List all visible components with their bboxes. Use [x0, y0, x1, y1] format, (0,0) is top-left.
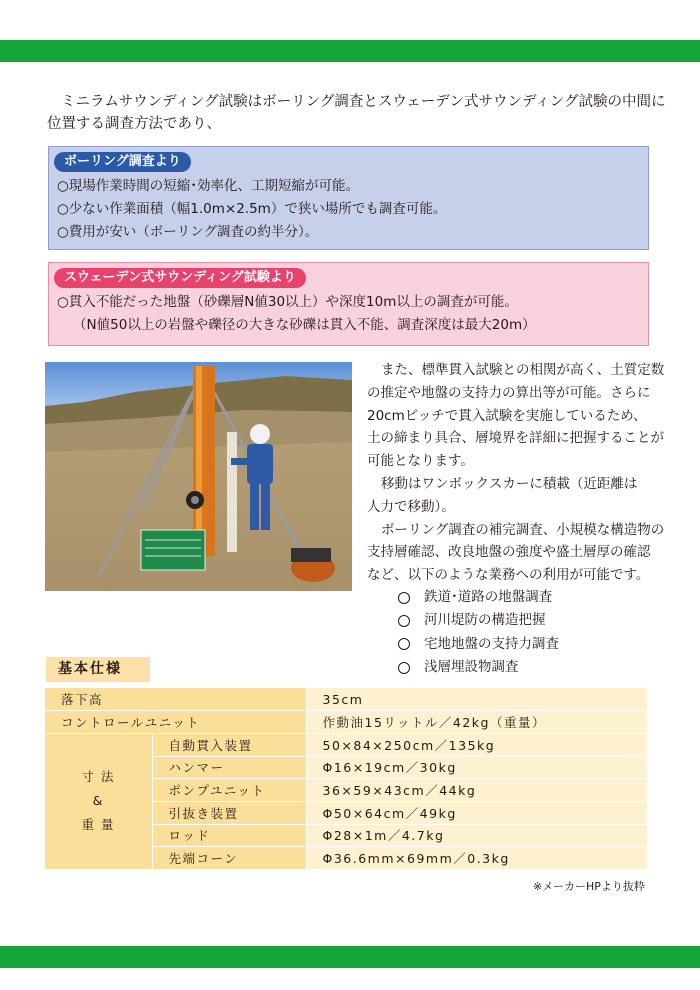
top-green-band [0, 40, 700, 62]
spec-value: Φ50×64cm／49kg [306, 801, 647, 824]
description-line: 支持層確認、改良地盤の強度や盛土層厚の確認 [367, 544, 651, 561]
swedish-advantages-box [48, 262, 649, 346]
description-paragraph [367, 359, 665, 587]
swedish-advantages-list [57, 291, 536, 337]
boring-advantages-list [57, 175, 446, 244]
field-test-photo [45, 362, 352, 591]
spec-label: 引抜き装置 [152, 801, 306, 824]
spec-value: Φ16×19cm／30kg [306, 756, 647, 779]
advantage-item: ○費用が安い（ボーリング調査の約半分）。 [57, 224, 319, 240]
circle-bullet-icon [398, 662, 410, 674]
spec-label: コントロールユニット [45, 711, 306, 734]
spec-label: 自動貫入装置 [152, 733, 306, 756]
boring-label: ボーリング調査より [54, 152, 191, 172]
spec-value: 作動油15リットル／42kg（重量） [306, 711, 647, 734]
advantage-item: ○少ない作業面積（幅1.0m×2.5m）で狭い場所でも調査可能。 [57, 201, 447, 217]
spec-table [45, 688, 647, 870]
advantage-note: （N値50以上の岩盤や礫径の大きな砂礫は貫入不能、調査深度は最大20m） [73, 317, 536, 333]
spec-label: 落下高 [45, 688, 306, 711]
circle-bullet-icon [398, 592, 410, 604]
description-line: ボーリング調査の補完調査、小規模な構造物の [381, 521, 665, 538]
advantage-item: ○現場作業時間の短縮･効率化、工期短縮が可能。 [57, 178, 360, 194]
list-item: 宅地地盤の支持力調査 [398, 633, 559, 656]
intro-line: 位置する調査方法であり、 [47, 116, 221, 132]
spec-value: Φ28×1m／4.7kg [306, 824, 647, 847]
list-item: 河川堤防の構造把握 [398, 609, 559, 632]
dimension-weight-group-label: 寸 法 & 重 量 [45, 733, 152, 869]
description-line: 可能となります。 [367, 453, 474, 470]
table-row [45, 688, 647, 711]
list-item: 浅層埋設物調査 [398, 656, 559, 679]
spec-value: 36×59×43cm／44kg [306, 779, 647, 802]
description-line: また、標準貫入試験との相関が高く、土質定数 [381, 362, 665, 378]
spec-value: Φ36.6mm×69mm／0.3kg [306, 847, 647, 870]
circle-bullet-icon [398, 638, 410, 650]
description-line: の推定や地盤の支持力の算出等が可能。さらに [367, 384, 651, 401]
use-case-list [398, 586, 559, 679]
spec-label: 先端コーン [152, 847, 306, 870]
description-line: など、以下のような業務への利用が可能です。 [367, 567, 650, 584]
advantage-item: ○貫入不能だった地盤（砂礫層N値30以上）や深度10m以上の調査が可能。 [57, 294, 518, 310]
source-note: ※メーカーHPより抜粋 [533, 880, 645, 893]
circle-bullet-icon [398, 615, 410, 627]
table-row [45, 711, 647, 734]
spec-heading: 基本仕様 [46, 657, 150, 682]
boring-advantages-box [48, 146, 649, 250]
table-row [45, 733, 647, 756]
spec-label: ロッド [152, 824, 306, 847]
description-line: 人力で移動）。 [367, 498, 455, 515]
intro-paragraph [47, 91, 667, 135]
description-line: 20cmピッチで貫入試験を実施しているため、 [367, 407, 647, 424]
description-line: 土の締まり具合、層境界を詳細に把握することが [367, 430, 664, 447]
spec-value: 35cm [306, 688, 647, 711]
bottom-green-band [0, 946, 700, 968]
intro-line: ミニラムサウンディング試験はボーリング調査とスウェーデン式サウンディング試験の中間に [61, 94, 666, 110]
spec-label: ハンマー [152, 756, 306, 779]
swedish-label: スウェーデン式サウンディング試験より [54, 268, 306, 288]
description-line: 移動はワンボックスカーに積載（近距離は [381, 475, 638, 492]
list-item: 鉄道･道路の地盤調査 [398, 586, 559, 609]
spec-value: 50×84×250cm／135kg [306, 733, 647, 756]
spec-label: ポンプユニット [152, 779, 306, 802]
